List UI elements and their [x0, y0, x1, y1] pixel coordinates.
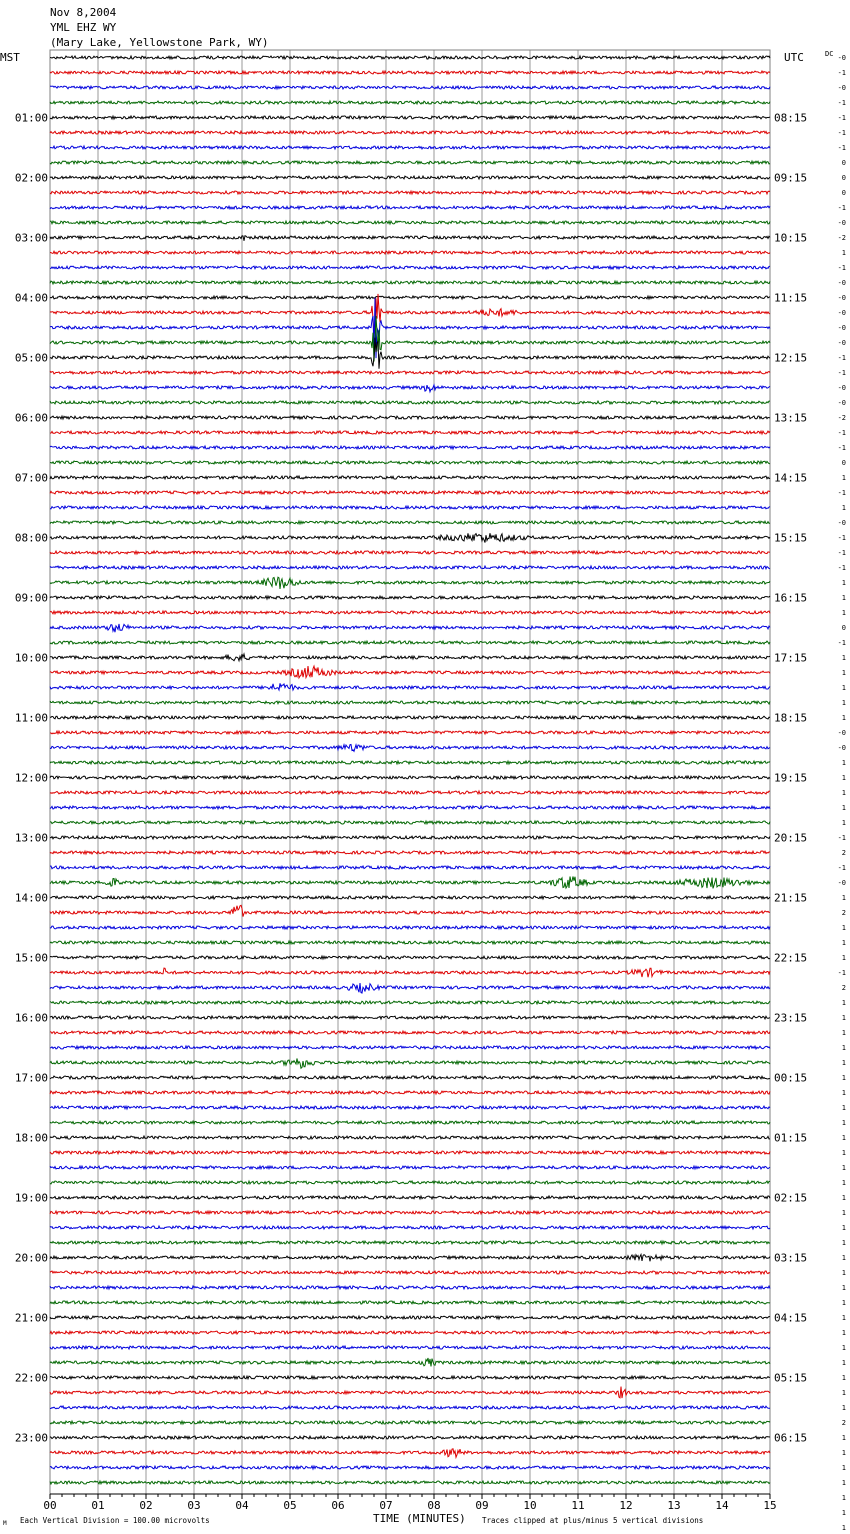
dc-offset-value: 1	[841, 894, 846, 902]
trace-row	[50, 1376, 770, 1379]
x-tick-label: 07	[379, 1499, 393, 1512]
dc-offset-value: 1	[841, 1194, 846, 1202]
trace-row	[50, 191, 770, 194]
dc-offset-value: -0	[837, 324, 846, 332]
x-tick-label: 01	[91, 1499, 105, 1512]
left-hour-label: 07:00	[14, 471, 48, 485]
trace-row	[50, 1241, 770, 1244]
trace-row	[50, 566, 770, 569]
trace-row	[50, 385, 770, 392]
trace-row	[50, 56, 770, 59]
trace-row	[50, 1286, 770, 1289]
dc-offset-value: 1	[841, 954, 846, 962]
dc-offset-value: 1	[841, 1374, 846, 1382]
trace-row	[50, 551, 770, 554]
x-tick-label: 10	[523, 1499, 537, 1512]
trace-row	[50, 316, 770, 362]
trace-row	[50, 221, 770, 224]
dc-offset-value: 0	[841, 459, 846, 467]
x-tick-label: 13	[667, 1499, 681, 1512]
trace-row	[50, 281, 770, 284]
dc-offset-value: 1	[841, 1329, 846, 1337]
right-hour-label: 23:15	[774, 1011, 808, 1025]
left-hour-label: 02:00	[14, 171, 48, 185]
dc-offset-value: -0	[837, 339, 846, 347]
clipping-note: Traces clipped at plus/minus 5 vertical divisions	[482, 1516, 704, 1525]
trace-row	[50, 1196, 770, 1199]
dc-offset-value: 1	[841, 1059, 846, 1067]
right-hour-label: 13:15	[774, 411, 808, 425]
left-hour-label: 09:00	[14, 591, 48, 605]
dc-offset-value: 0	[841, 174, 846, 182]
trace-row	[50, 983, 770, 993]
dc-offset-value: 1	[841, 1179, 846, 1187]
dc-offset-value: 1	[841, 654, 846, 662]
trace-row	[50, 776, 770, 779]
trace-row	[50, 176, 770, 179]
dc-offset-value: 1	[841, 1014, 846, 1022]
seismic-traces	[50, 56, 770, 1484]
trace-row	[50, 821, 770, 824]
trace-row	[50, 161, 770, 164]
dc-offset-value: 0	[841, 189, 846, 197]
dc-offset-value: 1	[841, 579, 846, 587]
trace-row	[50, 446, 770, 449]
dc-offset-value: 1	[841, 1479, 846, 1487]
trace-row	[50, 577, 770, 589]
trace-row	[50, 806, 770, 809]
dc-offset-value: 1	[841, 1449, 846, 1457]
left-hour-label: 14:00	[14, 891, 48, 905]
dc-offset-value: -0	[837, 399, 846, 407]
trace-row	[50, 251, 770, 254]
right-hour-label: 01:15	[774, 1131, 808, 1145]
trace-row	[50, 1076, 770, 1079]
left-hour-label: 16:00	[14, 1011, 48, 1025]
trace-row	[50, 716, 770, 719]
left-hour-label: 12:00	[14, 771, 48, 785]
dc-offset-value: -0	[837, 879, 846, 887]
x-tick-label: 15	[763, 1499, 777, 1512]
dc-offset-value: 1	[841, 1089, 846, 1097]
x-tick-label: 02	[139, 1499, 153, 1512]
dc-offset-value: -1	[837, 99, 846, 107]
trace-row	[50, 968, 770, 977]
right-hour-label: 22:15	[774, 951, 808, 965]
left-hour-label: 17:00	[14, 1071, 48, 1085]
x-tick-label: 09	[475, 1499, 489, 1512]
x-tick-label: 14	[715, 1499, 729, 1512]
trace-row	[50, 1346, 770, 1349]
left-hour-label: 22:00	[14, 1371, 48, 1385]
dc-offset-value: 1	[841, 1119, 846, 1127]
trace-row	[50, 1466, 770, 1469]
x-axis	[43, 1494, 776, 1512]
trace-row	[50, 1436, 770, 1439]
dc-offset-value: 1	[841, 1344, 846, 1352]
right-hour-label: 19:15	[774, 771, 808, 785]
trace-row	[50, 624, 770, 632]
right-hour-label: 06:15	[774, 1431, 808, 1445]
trace-row	[50, 1001, 770, 1004]
dc-offset-value: 1	[841, 1239, 846, 1247]
x-tick-label: 12	[619, 1499, 633, 1512]
trace-row	[50, 731, 770, 734]
trace-row	[50, 1301, 770, 1304]
location-title: (Mary Lake, Yellowstone Park, WY)	[50, 36, 269, 49]
dc-offset-value: -1	[837, 444, 846, 452]
trace-row	[50, 1016, 770, 1019]
trace-row	[50, 371, 770, 374]
trace-row	[50, 1406, 770, 1409]
dc-offset-value: 1	[841, 1164, 846, 1172]
dc-offset-header: DC	[825, 50, 834, 58]
right-hour-label: 04:15	[774, 1311, 808, 1325]
x-tick-label: 08	[427, 1499, 441, 1512]
right-hour-label: 08:15	[774, 111, 808, 125]
dc-offset-value: 1	[841, 1149, 846, 1157]
dc-offset-value: -0	[837, 519, 846, 527]
dc-offset-value: 1	[841, 1254, 846, 1262]
left-hour-label: 23:00	[14, 1431, 48, 1445]
x-tick-label: 04	[235, 1499, 249, 1512]
left-hour-labels	[15, 112, 48, 1445]
right-hour-label: 03:15	[774, 1251, 808, 1265]
dc-offset-value: -1	[837, 834, 846, 842]
trace-row	[50, 866, 770, 869]
dc-offset-value: 2	[841, 849, 846, 857]
right-hour-label: 15:15	[774, 531, 808, 545]
trace-row	[50, 926, 770, 929]
trace-row	[50, 1481, 770, 1484]
trace-row	[50, 1255, 770, 1262]
dc-offset-value: -1	[837, 114, 846, 122]
dc-offset-value: -1	[837, 429, 846, 437]
dc-offset-value: 2	[841, 1419, 846, 1427]
dc-offset-value: -2	[837, 234, 846, 242]
dc-offset-value: 1	[841, 1314, 846, 1322]
dc-offset-value: -1	[837, 534, 846, 542]
dc-offset-value: 1	[841, 1284, 846, 1292]
trace-row	[50, 1136, 770, 1139]
x-tick-label: 06	[331, 1499, 345, 1512]
dc-offset-value: 0	[841, 159, 846, 167]
dc-offset-value: -0	[837, 279, 846, 287]
trace-row	[50, 416, 770, 419]
trace-row	[50, 851, 770, 854]
trace-row	[50, 1046, 770, 1049]
trace-row	[50, 666, 770, 678]
trace-row	[50, 596, 770, 599]
dc-offset-value: 1	[841, 1299, 846, 1307]
dc-offset-value: 1	[841, 1074, 846, 1082]
dc-offset-value: 1	[841, 1359, 846, 1367]
dc-offset-value: -1	[837, 549, 846, 557]
dc-offset-value: 1	[841, 819, 846, 827]
trace-row	[50, 1031, 770, 1034]
dc-offset-value: 1	[841, 1389, 846, 1397]
dc-offset-value: -0	[837, 384, 846, 392]
dc-offset-value: -0	[837, 729, 846, 737]
trace-row	[50, 1387, 770, 1399]
trace-row	[50, 654, 770, 661]
dc-offset-value: 1	[841, 1464, 846, 1472]
trace-row	[50, 206, 770, 209]
dc-offset-value: 1	[841, 1209, 846, 1217]
dc-offset-value: -1	[837, 969, 846, 977]
left-hour-label: 11:00	[14, 711, 48, 725]
right-hour-label: 09:15	[774, 171, 808, 185]
left-hour-label: 03:00	[14, 231, 48, 245]
trace-row	[50, 116, 770, 119]
x-axis-title: TIME (MINUTES)	[373, 1512, 466, 1525]
trace-row	[50, 1211, 770, 1214]
trace-row	[50, 101, 770, 104]
left-hour-label: 15:00	[14, 951, 48, 965]
dc-offset-value: -0	[837, 84, 846, 92]
trace-row	[50, 941, 770, 944]
trace-row	[50, 476, 770, 479]
dc-offset-value: 2	[841, 909, 846, 917]
dc-offset-value: -1	[837, 489, 846, 497]
dc-offset-value: 0	[841, 624, 846, 632]
dc-offset-value: 1	[841, 939, 846, 947]
dc-offset-value: -1	[837, 864, 846, 872]
trace-row	[50, 1358, 770, 1366]
left-hour-label: 18:00	[14, 1131, 48, 1145]
right-timezone-label: UTC	[784, 51, 804, 64]
dc-offset-value: -1	[837, 354, 846, 362]
dc-offset-value: 1	[841, 714, 846, 722]
dc-offset-value: 1	[841, 924, 846, 932]
trace-row	[50, 877, 770, 889]
dc-offset-value: -1	[837, 564, 846, 572]
dc-offset-value: 1	[841, 1494, 846, 1502]
dc-offset-value: 1	[841, 249, 846, 257]
trace-row	[50, 296, 770, 299]
dc-offset-value: 1	[841, 684, 846, 692]
trace-row	[50, 745, 770, 752]
dc-offset-value: -2	[837, 414, 846, 422]
dc-offset-value: -1	[837, 264, 846, 272]
trace-row	[50, 1226, 770, 1229]
dc-offset-value: 1	[841, 504, 846, 512]
dc-offset-value: 1	[841, 474, 846, 482]
dc-offset-value: 1	[841, 1524, 846, 1532]
dc-offset-value: 1	[841, 1269, 846, 1277]
left-hour-label: 19:00	[14, 1191, 48, 1205]
trace-row	[50, 521, 770, 524]
trace-row	[50, 506, 770, 509]
left-hour-label: 20:00	[14, 1251, 48, 1265]
left-hour-label: 10:00	[14, 651, 48, 665]
dc-offset-value: -0	[837, 309, 846, 317]
trace-row	[50, 836, 770, 839]
dc-offset-value: 1	[841, 1029, 846, 1037]
trace-row	[50, 1316, 770, 1319]
dc-offset-values	[838, 54, 846, 1532]
trace-row	[50, 431, 770, 434]
trace-row	[50, 905, 770, 916]
left-hour-label: 06:00	[14, 411, 48, 425]
trace-row	[50, 791, 770, 794]
trace-row	[50, 461, 770, 464]
trace-row	[50, 1106, 770, 1109]
left-timezone-label: MST	[0, 51, 20, 64]
dc-offset-value: 1	[841, 759, 846, 767]
trace-row	[50, 1421, 770, 1424]
trace-row	[50, 761, 770, 764]
station-title: YML EHZ WY	[50, 21, 117, 34]
right-hour-label: 18:15	[774, 711, 808, 725]
left-hour-label: 05:00	[14, 351, 48, 365]
dc-offset-value: -1	[837, 639, 846, 647]
trace-row	[50, 1121, 770, 1124]
x-tick-label: 11	[571, 1499, 585, 1512]
trace-row	[50, 611, 770, 614]
trace-row	[50, 1449, 770, 1458]
dc-offset-value: -1	[837, 204, 846, 212]
left-hour-label: 21:00	[14, 1311, 48, 1325]
trace-row	[50, 491, 770, 494]
dc-offset-value: 1	[841, 609, 846, 617]
right-hour-label: 17:15	[774, 651, 808, 665]
right-hour-label: 14:15	[774, 471, 808, 485]
trace-row	[50, 1166, 770, 1169]
right-hour-label: 02:15	[774, 1191, 808, 1205]
left-hour-label: 01:00	[14, 111, 48, 125]
x-tick-label: 00	[43, 1499, 57, 1512]
dc-offset-value: 1	[841, 804, 846, 812]
dc-offset-value: 1	[841, 1224, 846, 1232]
right-hour-label: 10:15	[774, 231, 808, 245]
dc-offset-value: 1	[841, 669, 846, 677]
trace-row	[50, 683, 770, 690]
dc-offset-value: 2	[841, 984, 846, 992]
trace-row	[50, 1151, 770, 1154]
dc-offset-value: -1	[837, 144, 846, 152]
dc-offset-value: 1	[841, 699, 846, 707]
trace-row	[50, 71, 770, 74]
right-hour-labels	[774, 112, 807, 1445]
dc-offset-value: -1	[837, 69, 846, 77]
trace-row	[50, 131, 770, 134]
dc-offset-value: -1	[837, 129, 846, 137]
x-tick-label: 03	[187, 1499, 201, 1512]
dc-offset-value: -1	[837, 369, 846, 377]
dc-offset-value: -0	[837, 219, 846, 227]
dc-offset-value: 1	[841, 1134, 846, 1142]
right-hour-label: 16:15	[774, 591, 808, 605]
left-hour-label: 13:00	[14, 831, 48, 845]
right-hour-label: 21:15	[774, 891, 808, 905]
trace-row	[50, 266, 770, 269]
x-tick-label: 05	[283, 1499, 297, 1512]
trace-row	[50, 236, 770, 241]
right-hour-label: 12:15	[774, 351, 808, 365]
dc-offset-value: -0	[837, 294, 846, 302]
trace-row	[50, 146, 770, 149]
trace-row	[50, 956, 770, 959]
trace-row	[50, 1181, 770, 1184]
vertical-division-note: Each Vertical Division = 100.00 microvolts	[20, 1516, 210, 1525]
footer-mark: M	[3, 1520, 7, 1527]
dc-offset-value: -0	[837, 744, 846, 752]
trace-row	[50, 86, 770, 89]
right-hour-label: 20:15	[774, 831, 808, 845]
dc-offset-value: 1	[841, 1104, 846, 1112]
trace-row	[50, 1271, 770, 1274]
dc-offset-value: 1	[841, 1509, 846, 1517]
dc-offset-value: 1	[841, 594, 846, 602]
trace-row	[50, 641, 770, 644]
right-hour-label: 05:15	[774, 1371, 808, 1385]
trace-row	[50, 401, 770, 404]
left-hour-label: 04:00	[14, 291, 48, 305]
trace-row	[50, 298, 770, 359]
trace-row	[50, 533, 770, 542]
dc-offset-value: 1	[841, 774, 846, 782]
trace-row	[50, 701, 770, 704]
trace-row	[50, 1331, 770, 1334]
dc-offset-value: -0	[837, 54, 846, 62]
right-hour-label: 11:15	[774, 291, 808, 305]
trace-row	[50, 896, 770, 899]
dc-offset-value: 1	[841, 1404, 846, 1412]
right-hour-label: 00:15	[774, 1071, 808, 1085]
dc-offset-value: 1	[841, 999, 846, 1007]
trace-row	[50, 1091, 770, 1094]
dc-offset-value: 1	[841, 1044, 846, 1052]
date-title: Nov 8,2004	[50, 6, 117, 19]
trace-row	[50, 1059, 770, 1069]
dc-offset-value: 1	[841, 789, 846, 797]
dc-offset-value: 1	[841, 1434, 846, 1442]
left-hour-label: 08:00	[14, 531, 48, 545]
